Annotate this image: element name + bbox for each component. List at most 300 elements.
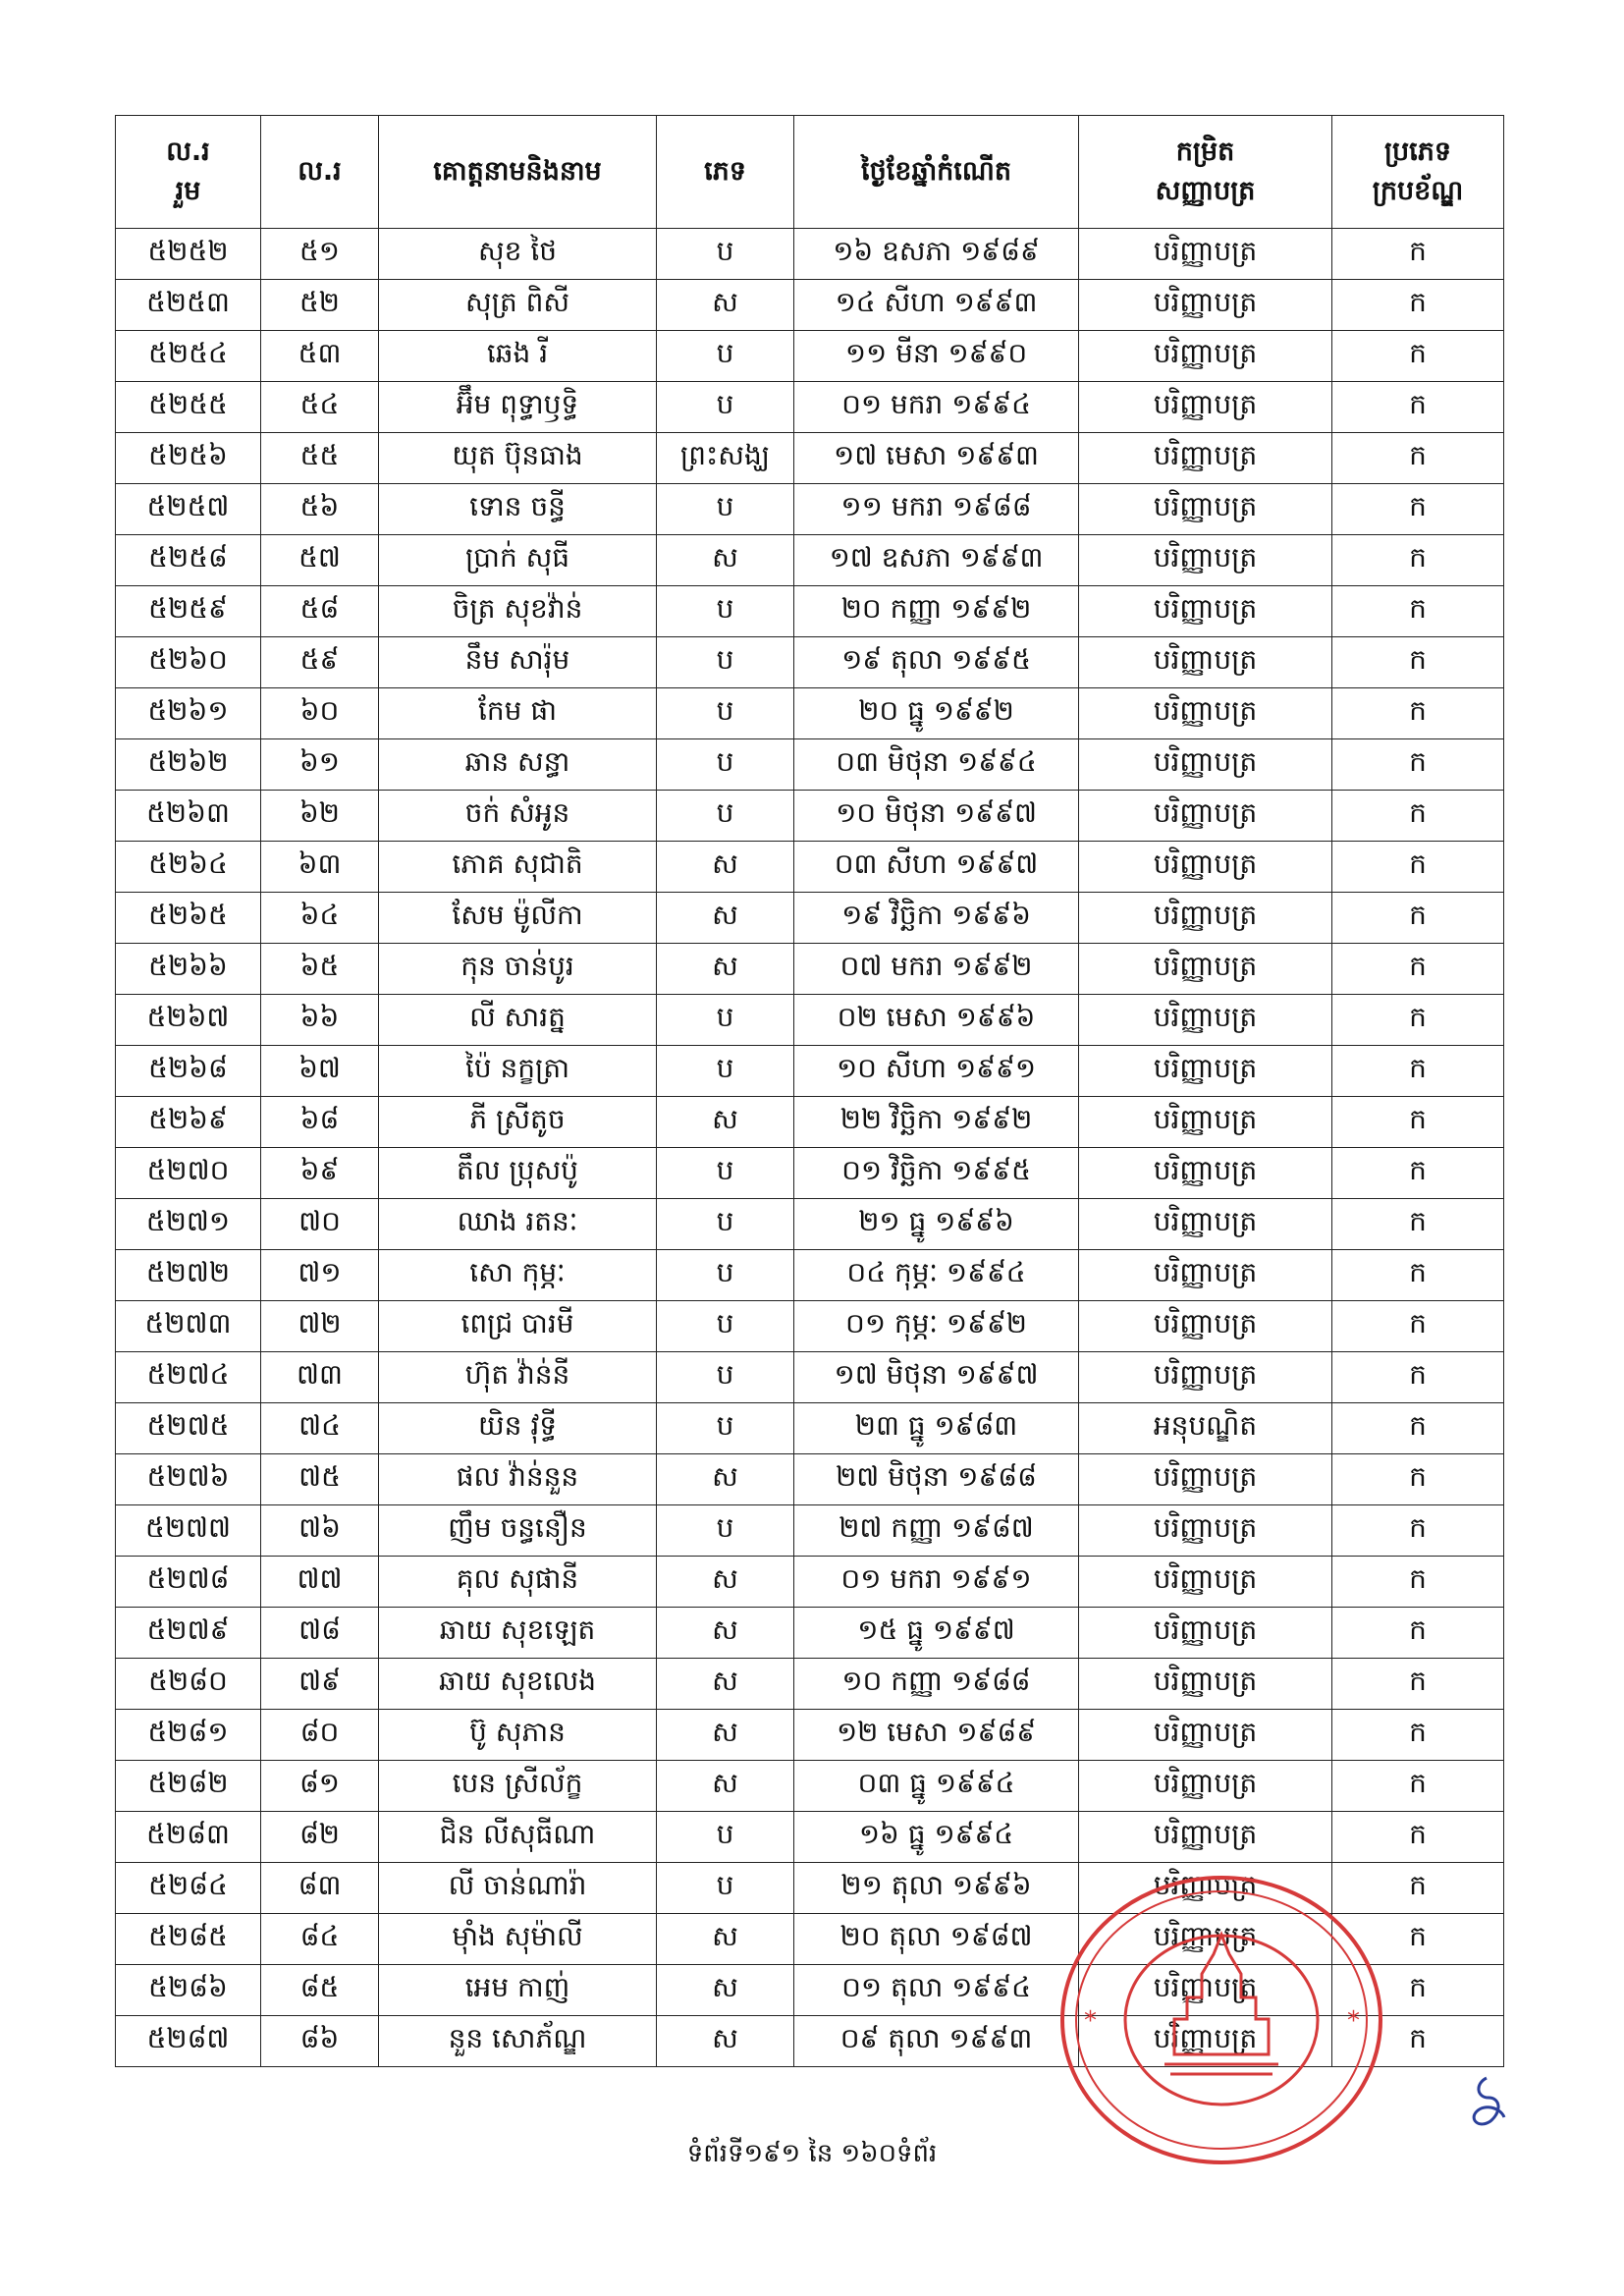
cell-sex: ប [657, 229, 794, 280]
cell-degree: បរិញ្ញាបត្រ [1079, 1046, 1332, 1097]
table-row [116, 484, 1504, 535]
cell-roll-no: ៥២៦៨ [116, 1046, 261, 1097]
cell-roll-no: ៥២៥៨ [116, 535, 261, 586]
cell-name: ប្រាក់ សុធី [379, 535, 657, 586]
cell-sex: ប [657, 995, 794, 1046]
cell-sex: ស [657, 280, 794, 331]
cell-roll-no: ៥២៧៦ [116, 1454, 261, 1505]
cell-dob: ១៤ សីហា ១៩៩៣ [794, 280, 1079, 331]
table-header-row [116, 116, 1504, 229]
cell-category: ក [1332, 1608, 1504, 1659]
cell-name: គុល សុផានី [379, 1557, 657, 1608]
cell-name: ឆាយ សុខលេង [379, 1659, 657, 1710]
cell-name: ផល វ៉ាន់នួន [379, 1454, 657, 1505]
cell-sex: ស [657, 1454, 794, 1505]
cell-dob: ១២ មេសា ១៩៨៩ [794, 1710, 1079, 1761]
cell-roll-no: ៥២៦១ [116, 688, 261, 739]
cell-degree: បរិញ្ញាបត្រ [1079, 1454, 1332, 1505]
cell-sex: ស [657, 1097, 794, 1148]
table-row [116, 995, 1504, 1046]
cell-category: ក [1332, 1659, 1504, 1710]
cell-degree: បរិញ្ញាបត្រ [1079, 586, 1332, 637]
header-seq-no: ល.រ [261, 116, 379, 229]
cell-seq-no: ៧០ [261, 1199, 379, 1250]
svg-text:*: * [1084, 2006, 1097, 2036]
cell-sex: ប [657, 382, 794, 433]
cell-dob: ២០ តុលា ១៩៨៧ [794, 1914, 1079, 1965]
cell-category: ក [1332, 484, 1504, 535]
table-row [116, 1199, 1504, 1250]
cell-dob: ២៧ មិថុនា ១៩៨៨ [794, 1454, 1079, 1505]
cell-seq-no: ៦០ [261, 688, 379, 739]
cell-seq-no: ៧៦ [261, 1505, 379, 1557]
cell-sex: ស [657, 1914, 794, 1965]
cell-category: ក [1332, 1863, 1504, 1914]
cell-category: ក [1332, 637, 1504, 688]
cell-roll-no: ៥២៧៥ [116, 1403, 261, 1454]
cell-category: ក [1332, 1454, 1504, 1505]
cell-name: ពេជ្រ បារមី [379, 1301, 657, 1352]
cell-category: ក [1332, 1557, 1504, 1608]
cell-degree: បរិញ្ញាបត្រ [1079, 1505, 1332, 1557]
cell-category: ក [1332, 1812, 1504, 1863]
cell-sex: ស [657, 1710, 794, 1761]
header-category: ប្រភេទ ក្របខ័ណ្ឌ [1332, 116, 1504, 229]
cell-dob: ០៣ មិថុនា ១៩៩៤ [794, 739, 1079, 791]
cell-roll-no: ៥២៥៥ [116, 382, 261, 433]
table-row [116, 1965, 1504, 2016]
cell-seq-no: ៨៥ [261, 1965, 379, 2016]
table-row [116, 688, 1504, 739]
cell-roll-no: ៥២៨៣ [116, 1812, 261, 1863]
cell-name: បេន ស្រីល័ក្ខ [379, 1761, 657, 1812]
cell-roll-no: ៥២៧៣ [116, 1301, 261, 1352]
cell-degree: បរិញ្ញាបត្រ [1079, 688, 1332, 739]
header-name: គោត្តនាមនិងនាម [379, 116, 657, 229]
cell-sex: ប [657, 1148, 794, 1199]
cell-roll-no: ៥២៨៧ [116, 2016, 261, 2067]
table-row [116, 1557, 1504, 1608]
cell-degree: បរិញ្ញាបត្រ [1079, 944, 1332, 995]
table-row [116, 1046, 1504, 1097]
cell-dob: ១០ សីហា ១៩៩១ [794, 1046, 1079, 1097]
cell-category: ក [1332, 280, 1504, 331]
cell-seq-no: ៨៦ [261, 2016, 379, 2067]
cell-name: ឆេង រី [379, 331, 657, 382]
cell-sex: ប [657, 1301, 794, 1352]
cell-category: ក [1332, 1301, 1504, 1352]
cell-category: ក [1332, 1352, 1504, 1403]
cell-sex: ប [657, 1250, 794, 1301]
cell-seq-no: ៧១ [261, 1250, 379, 1301]
cell-name: កែម ផា [379, 688, 657, 739]
table-row [116, 1659, 1504, 1710]
cell-dob: ០១ មករា ១៩៩៤ [794, 382, 1079, 433]
cell-name: ហ៊ុត វ៉ាន់នី [379, 1352, 657, 1403]
cell-degree: បរិញ្ញាបត្រ [1079, 1097, 1332, 1148]
cell-dob: ២១ តុលា ១៩៩៦ [794, 1863, 1079, 1914]
cell-dob: ០៣ សីហា ១៩៩៧ [794, 842, 1079, 893]
cell-degree: អនុបណ្ឌិត [1079, 1403, 1332, 1454]
cell-sex: ស [657, 1557, 794, 1608]
cell-category: ក [1332, 2016, 1504, 2067]
cell-seq-no: ៥៦ [261, 484, 379, 535]
header-roll-no: ល.រ រួម [116, 116, 261, 229]
cell-degree: បរិញ្ញាបត្រ [1079, 331, 1332, 382]
cell-seq-no: ៦៩ [261, 1148, 379, 1199]
cell-name: ប៊ូ សុភាន [379, 1710, 657, 1761]
cell-seq-no: ៨៤ [261, 1914, 379, 1965]
cell-seq-no: ៧៧ [261, 1557, 379, 1608]
table-row [116, 637, 1504, 688]
cell-category: ក [1332, 944, 1504, 995]
cell-dob: ១៧ មិថុនា ១៩៩៧ [794, 1352, 1079, 1403]
cell-category: ក [1332, 893, 1504, 944]
cell-dob: ០១ មករា ១៩៩១ [794, 1557, 1079, 1608]
cell-dob: ២៧ កញ្ញា ១៩៨៧ [794, 1505, 1079, 1557]
cell-dob: ១៧ មេសា ១៩៩៣ [794, 433, 1079, 484]
table-row [116, 331, 1504, 382]
cell-category: ក [1332, 382, 1504, 433]
cell-category: ក [1332, 1046, 1504, 1097]
cell-seq-no: ៥៨ [261, 586, 379, 637]
table-row [116, 1148, 1504, 1199]
cell-roll-no: ៥២៦៧ [116, 995, 261, 1046]
table-row [116, 1403, 1504, 1454]
table-row [116, 1352, 1504, 1403]
cell-dob: ១០ កញ្ញា ១៩៨៨ [794, 1659, 1079, 1710]
cell-seq-no: ៦២ [261, 791, 379, 842]
cell-seq-no: ៨១ [261, 1761, 379, 1812]
cell-sex: ស [657, 1761, 794, 1812]
cell-degree: បរិញ្ញាបត្រ [1079, 1812, 1332, 1863]
cell-degree: បរិញ្ញាបត្រ [1079, 1301, 1332, 1352]
cell-roll-no: ៥២៥៦ [116, 433, 261, 484]
cell-seq-no: ៦១ [261, 739, 379, 791]
cell-degree: បរិញ្ញាបត្រ [1079, 1710, 1332, 1761]
cell-name: សែម ម៉ូលីកា [379, 893, 657, 944]
cell-name: នឹម សារ៉ុម [379, 637, 657, 688]
table-row [116, 2016, 1504, 2067]
cell-sex: ស [657, 535, 794, 586]
cell-sex: ប [657, 1046, 794, 1097]
cell-dob: ១៩ តុលា ១៩៩៥ [794, 637, 1079, 688]
cell-degree: បរិញ្ញាបត្រ [1079, 1863, 1332, 1914]
header-dob: ថ្ងៃខែឆ្នាំកំណើត [794, 116, 1079, 229]
table-row [116, 1914, 1504, 1965]
cell-name: ញឹម ចន្ធនឿន [379, 1505, 657, 1557]
cell-roll-no: ៥២៨៤ [116, 1863, 261, 1914]
cell-sex: ប [657, 484, 794, 535]
cell-roll-no: ៥២៨០ [116, 1659, 261, 1710]
cell-name: ចិត្រ សុខវ៉ាន់ [379, 586, 657, 637]
cell-category: ក [1332, 229, 1504, 280]
cell-seq-no: ៥១ [261, 229, 379, 280]
cell-roll-no: ៥២៧១ [116, 1199, 261, 1250]
cell-name: លី សារត្ន [379, 995, 657, 1046]
table-body [116, 229, 1504, 2067]
cell-dob: ១១ មករា ១៩៨៨ [794, 484, 1079, 535]
cell-degree: បរិញ្ញាបត្រ [1079, 1199, 1332, 1250]
handwritten-initials [1457, 2072, 1516, 2131]
cell-roll-no: ៥២៨២ [116, 1761, 261, 1812]
cell-category: ក [1332, 1403, 1504, 1454]
header-degree: កម្រិត សញ្ញាបត្រ [1079, 116, 1332, 229]
cell-name: តឹល ប្រុសប៉ូ [379, 1148, 657, 1199]
cell-degree: បរិញ្ញាបត្រ [1079, 1761, 1332, 1812]
cell-name: សោ កុម្ភៈ [379, 1250, 657, 1301]
cell-dob: ១៦ ធ្នូ ១៩៩៤ [794, 1812, 1079, 1863]
cell-seq-no: ៥៩ [261, 637, 379, 688]
cell-name: លី ចាន់ណារ៉ា [379, 1863, 657, 1914]
cell-sex: ស [657, 2016, 794, 2067]
cell-degree: បរិញ្ញាបត្រ [1079, 280, 1332, 331]
cell-sex: ប [657, 637, 794, 688]
table-row [116, 1454, 1504, 1505]
cell-category: ក [1332, 688, 1504, 739]
table-row [116, 229, 1504, 280]
cell-sex: ស [657, 1608, 794, 1659]
page-number: ទំព័រទី១៩១ នៃ ១៦០ទំព័រ [686, 2139, 938, 2168]
table-row [116, 1608, 1504, 1659]
table-row [116, 382, 1504, 433]
table-row [116, 433, 1504, 484]
cell-roll-no: ៥២៧៧ [116, 1505, 261, 1557]
cell-roll-no: ៥២៦៦ [116, 944, 261, 995]
cell-dob: ២០ កញ្ញា ១៩៩២ [794, 586, 1079, 637]
cell-dob: ១៩ វិច្ឆិកា ១៩៩៦ [794, 893, 1079, 944]
table-row [116, 1505, 1504, 1557]
table-row [116, 739, 1504, 791]
table-row [116, 1863, 1504, 1914]
cell-category: ក [1332, 1965, 1504, 2016]
cell-seq-no: ៧៣ [261, 1352, 379, 1403]
cell-roll-no: ៥២៥៩ [116, 586, 261, 637]
cell-roll-no: ៥២៨៦ [116, 1965, 261, 2016]
cell-roll-no: ៥២៨១ [116, 1710, 261, 1761]
cell-category: ក [1332, 739, 1504, 791]
cell-roll-no: ៥២៦៩ [116, 1097, 261, 1148]
cell-dob: ១០ មិថុនា ១៩៩៧ [794, 791, 1079, 842]
cell-roll-no: ៥២៨៥ [116, 1914, 261, 1965]
table-row [116, 944, 1504, 995]
cell-category: ក [1332, 842, 1504, 893]
cell-dob: ២២ វិច្ឆិកា ១៩៩២ [794, 1097, 1079, 1148]
cell-seq-no: ៦៨ [261, 1097, 379, 1148]
cell-category: ក [1332, 1148, 1504, 1199]
cell-roll-no: ៥២៦៤ [116, 842, 261, 893]
cell-seq-no: ៥២ [261, 280, 379, 331]
cell-dob: ១១ មីនា ១៩៩០ [794, 331, 1079, 382]
cell-name: កុន ចាន់បូរ [379, 944, 657, 995]
cell-roll-no: ៥២៥៤ [116, 331, 261, 382]
cell-sex: ប [657, 1403, 794, 1454]
cell-category: ក [1332, 433, 1504, 484]
cell-seq-no: ៥៥ [261, 433, 379, 484]
cell-dob: ០៣ ធ្នូ ១៩៩៤ [794, 1761, 1079, 1812]
cell-degree: បរិញ្ញាបត្រ [1079, 1250, 1332, 1301]
cell-seq-no: ៥៧ [261, 535, 379, 586]
cell-degree: បរិញ្ញាបត្រ [1079, 382, 1332, 433]
cell-category: ក [1332, 1097, 1504, 1148]
cell-seq-no: ៨០ [261, 1710, 379, 1761]
cell-sex: ប [657, 1352, 794, 1403]
cell-degree: បរិញ្ញាបត្រ [1079, 842, 1332, 893]
cell-roll-no: ៥២៧០ [116, 1148, 261, 1199]
cell-seq-no: ៥៤ [261, 382, 379, 433]
cell-sex: ស [657, 944, 794, 995]
cell-name: យុត ប៊ុនធាង [379, 433, 657, 484]
cell-seq-no: ៦៥ [261, 944, 379, 995]
cell-category: ក [1332, 331, 1504, 382]
cell-seq-no: ៦៦ [261, 995, 379, 1046]
cell-seq-no: ៨៣ [261, 1863, 379, 1914]
cell-category: ក [1332, 1250, 1504, 1301]
cell-degree: បរិញ្ញាបត្រ [1079, 1914, 1332, 1965]
cell-category: ក [1332, 535, 1504, 586]
cell-sex: ព្រះសង្ឃ [657, 433, 794, 484]
cell-dob: ២៣ ធ្នូ ១៩៨៣ [794, 1403, 1079, 1454]
cell-degree: បរិញ្ញាបត្រ [1079, 1659, 1332, 1710]
cell-name: ជិន លីសុធីណា [379, 1812, 657, 1863]
cell-degree: បរិញ្ញាបត្រ [1079, 1608, 1332, 1659]
cell-sex: ស [657, 893, 794, 944]
cell-category: ក [1332, 1199, 1504, 1250]
cell-seq-no: ៧៥ [261, 1454, 379, 1505]
cell-dob: ០២ មេសា ១៩៩៦ [794, 995, 1079, 1046]
cell-degree: បរិញ្ញាបត្រ [1079, 791, 1332, 842]
cell-dob: ០១ តុលា ១៩៩៤ [794, 1965, 1079, 2016]
cell-name: សុត្រ ពិសី [379, 280, 657, 331]
cell-category: ក [1332, 791, 1504, 842]
table-row [116, 586, 1504, 637]
cell-name: នួន សោភ័ណ្ឌ [379, 2016, 657, 2067]
cell-category: ក [1332, 1761, 1504, 1812]
cell-degree: បរិញ្ញាបត្រ [1079, 739, 1332, 791]
table-row [116, 1710, 1504, 1761]
cell-roll-no: ៥២៥៧ [116, 484, 261, 535]
cell-dob: ០៩ តុលា ១៩៩៣ [794, 2016, 1079, 2067]
cell-name: ម៉ាំង សុម៉ាលី [379, 1914, 657, 1965]
cell-degree: បរិញ្ញាបត្រ [1079, 229, 1332, 280]
table-row [116, 1097, 1504, 1148]
cell-seq-no: ៧៩ [261, 1659, 379, 1710]
table-row [116, 893, 1504, 944]
cell-sex: ប [657, 1863, 794, 1914]
table-row [116, 1812, 1504, 1863]
cell-degree: បរិញ្ញាបត្រ [1079, 995, 1332, 1046]
cell-dob: ០៧ មករា ១៩៩២ [794, 944, 1079, 995]
cell-name: ភី ស្រីតូច [379, 1097, 657, 1148]
cell-seq-no: ៧៨ [261, 1608, 379, 1659]
cell-category: ក [1332, 995, 1504, 1046]
cell-roll-no: ៥២៦៥ [116, 893, 261, 944]
cell-name: ឆាយ សុខឡេត [379, 1608, 657, 1659]
cell-sex: ប [657, 1505, 794, 1557]
roster-table [115, 115, 1504, 2067]
table-row [116, 842, 1504, 893]
cell-name: យិន វុទ្ធី [379, 1403, 657, 1454]
cell-sex: ប [657, 1812, 794, 1863]
cell-sex: ប [657, 586, 794, 637]
cell-roll-no: ៥២៧៤ [116, 1352, 261, 1403]
cell-seq-no: ៥៣ [261, 331, 379, 382]
cell-category: ក [1332, 1505, 1504, 1557]
cell-name: ប៉ៃ នក្ខត្រា [379, 1046, 657, 1097]
svg-text:*: * [1347, 2006, 1360, 2036]
cell-roll-no: ៥២៦០ [116, 637, 261, 688]
cell-sex: ស [657, 1965, 794, 2016]
cell-dob: ២១ ធ្នូ ១៩៩៦ [794, 1199, 1079, 1250]
cell-name: អ៊ឹម ពុទ្ធាឫទ្ធិ [379, 382, 657, 433]
cell-seq-no: ៨២ [261, 1812, 379, 1863]
table-row [116, 535, 1504, 586]
cell-degree: បរិញ្ញាបត្រ [1079, 1965, 1332, 2016]
cell-sex: ប [657, 688, 794, 739]
table-row [116, 791, 1504, 842]
cell-sex: ប [657, 739, 794, 791]
cell-dob: ១៧ ឧសភា ១៩៩៣ [794, 535, 1079, 586]
cell-name: ភោគ សុជាតិ [379, 842, 657, 893]
cell-roll-no: ៥២៧២ [116, 1250, 261, 1301]
cell-category: ក [1332, 1710, 1504, 1761]
cell-roll-no: ៥២៦៣ [116, 791, 261, 842]
cell-roll-no: ៥២៥២ [116, 229, 261, 280]
cell-roll-no: ៥២៦២ [116, 739, 261, 791]
cell-sex: ស [657, 842, 794, 893]
cell-roll-no: ៥២៥៣ [116, 280, 261, 331]
cell-dob: ១៥ ធ្នូ ១៩៩៧ [794, 1608, 1079, 1659]
cell-degree: បរិញ្ញាបត្រ [1079, 433, 1332, 484]
cell-degree: បរិញ្ញាបត្រ [1079, 484, 1332, 535]
cell-degree: បរិញ្ញាបត្រ [1079, 1557, 1332, 1608]
header-sex: ភេទ [657, 116, 794, 229]
cell-degree: បរិញ្ញាបត្រ [1079, 535, 1332, 586]
cell-seq-no: ៦៧ [261, 1046, 379, 1097]
cell-dob: ០៤ កុម្ភៈ ១៩៩៤ [794, 1250, 1079, 1301]
cell-degree: បរិញ្ញាបត្រ [1079, 1148, 1332, 1199]
cell-seq-no: ៦៣ [261, 842, 379, 893]
cell-sex: ស [657, 1659, 794, 1710]
cell-roll-no: ៥២៧៨ [116, 1557, 261, 1608]
cell-name: អេម កាញ់ [379, 1965, 657, 2016]
cell-seq-no: ៦៤ [261, 893, 379, 944]
cell-degree: បរិញ្ញាបត្រ [1079, 893, 1332, 944]
cell-name: ឆាន សន្ធា [379, 739, 657, 791]
cell-dob: ១៦ ឧសភា ១៩៨៩ [794, 229, 1079, 280]
cell-category: ក [1332, 586, 1504, 637]
cell-degree: បរិញ្ញាបត្រ [1079, 637, 1332, 688]
cell-name: ទោន ចន្ធី [379, 484, 657, 535]
table-row [116, 280, 1504, 331]
cell-dob: ០១ វិច្ឆិកា ១៩៩៥ [794, 1148, 1079, 1199]
cell-seq-no: ៧២ [261, 1301, 379, 1352]
cell-name: សុខ ថៃ [379, 229, 657, 280]
cell-degree: បរិញ្ញាបត្រ [1079, 1352, 1332, 1403]
cell-sex: ប [657, 791, 794, 842]
cell-seq-no: ៧៤ [261, 1403, 379, 1454]
table-row [116, 1301, 1504, 1352]
cell-roll-no: ៥២៧៩ [116, 1608, 261, 1659]
cell-dob: ២០ ធ្នូ ១៩៩២ [794, 688, 1079, 739]
cell-name: ឈាង រតនៈ [379, 1199, 657, 1250]
cell-dob: ០១ កុម្ភៈ ១៩៩២ [794, 1301, 1079, 1352]
table-row [116, 1250, 1504, 1301]
cell-name: ចក់ សំអូន [379, 791, 657, 842]
cell-sex: ប [657, 1199, 794, 1250]
table-row [116, 1761, 1504, 1812]
cell-degree: បរិញ្ញាបត្រ [1079, 2016, 1332, 2067]
